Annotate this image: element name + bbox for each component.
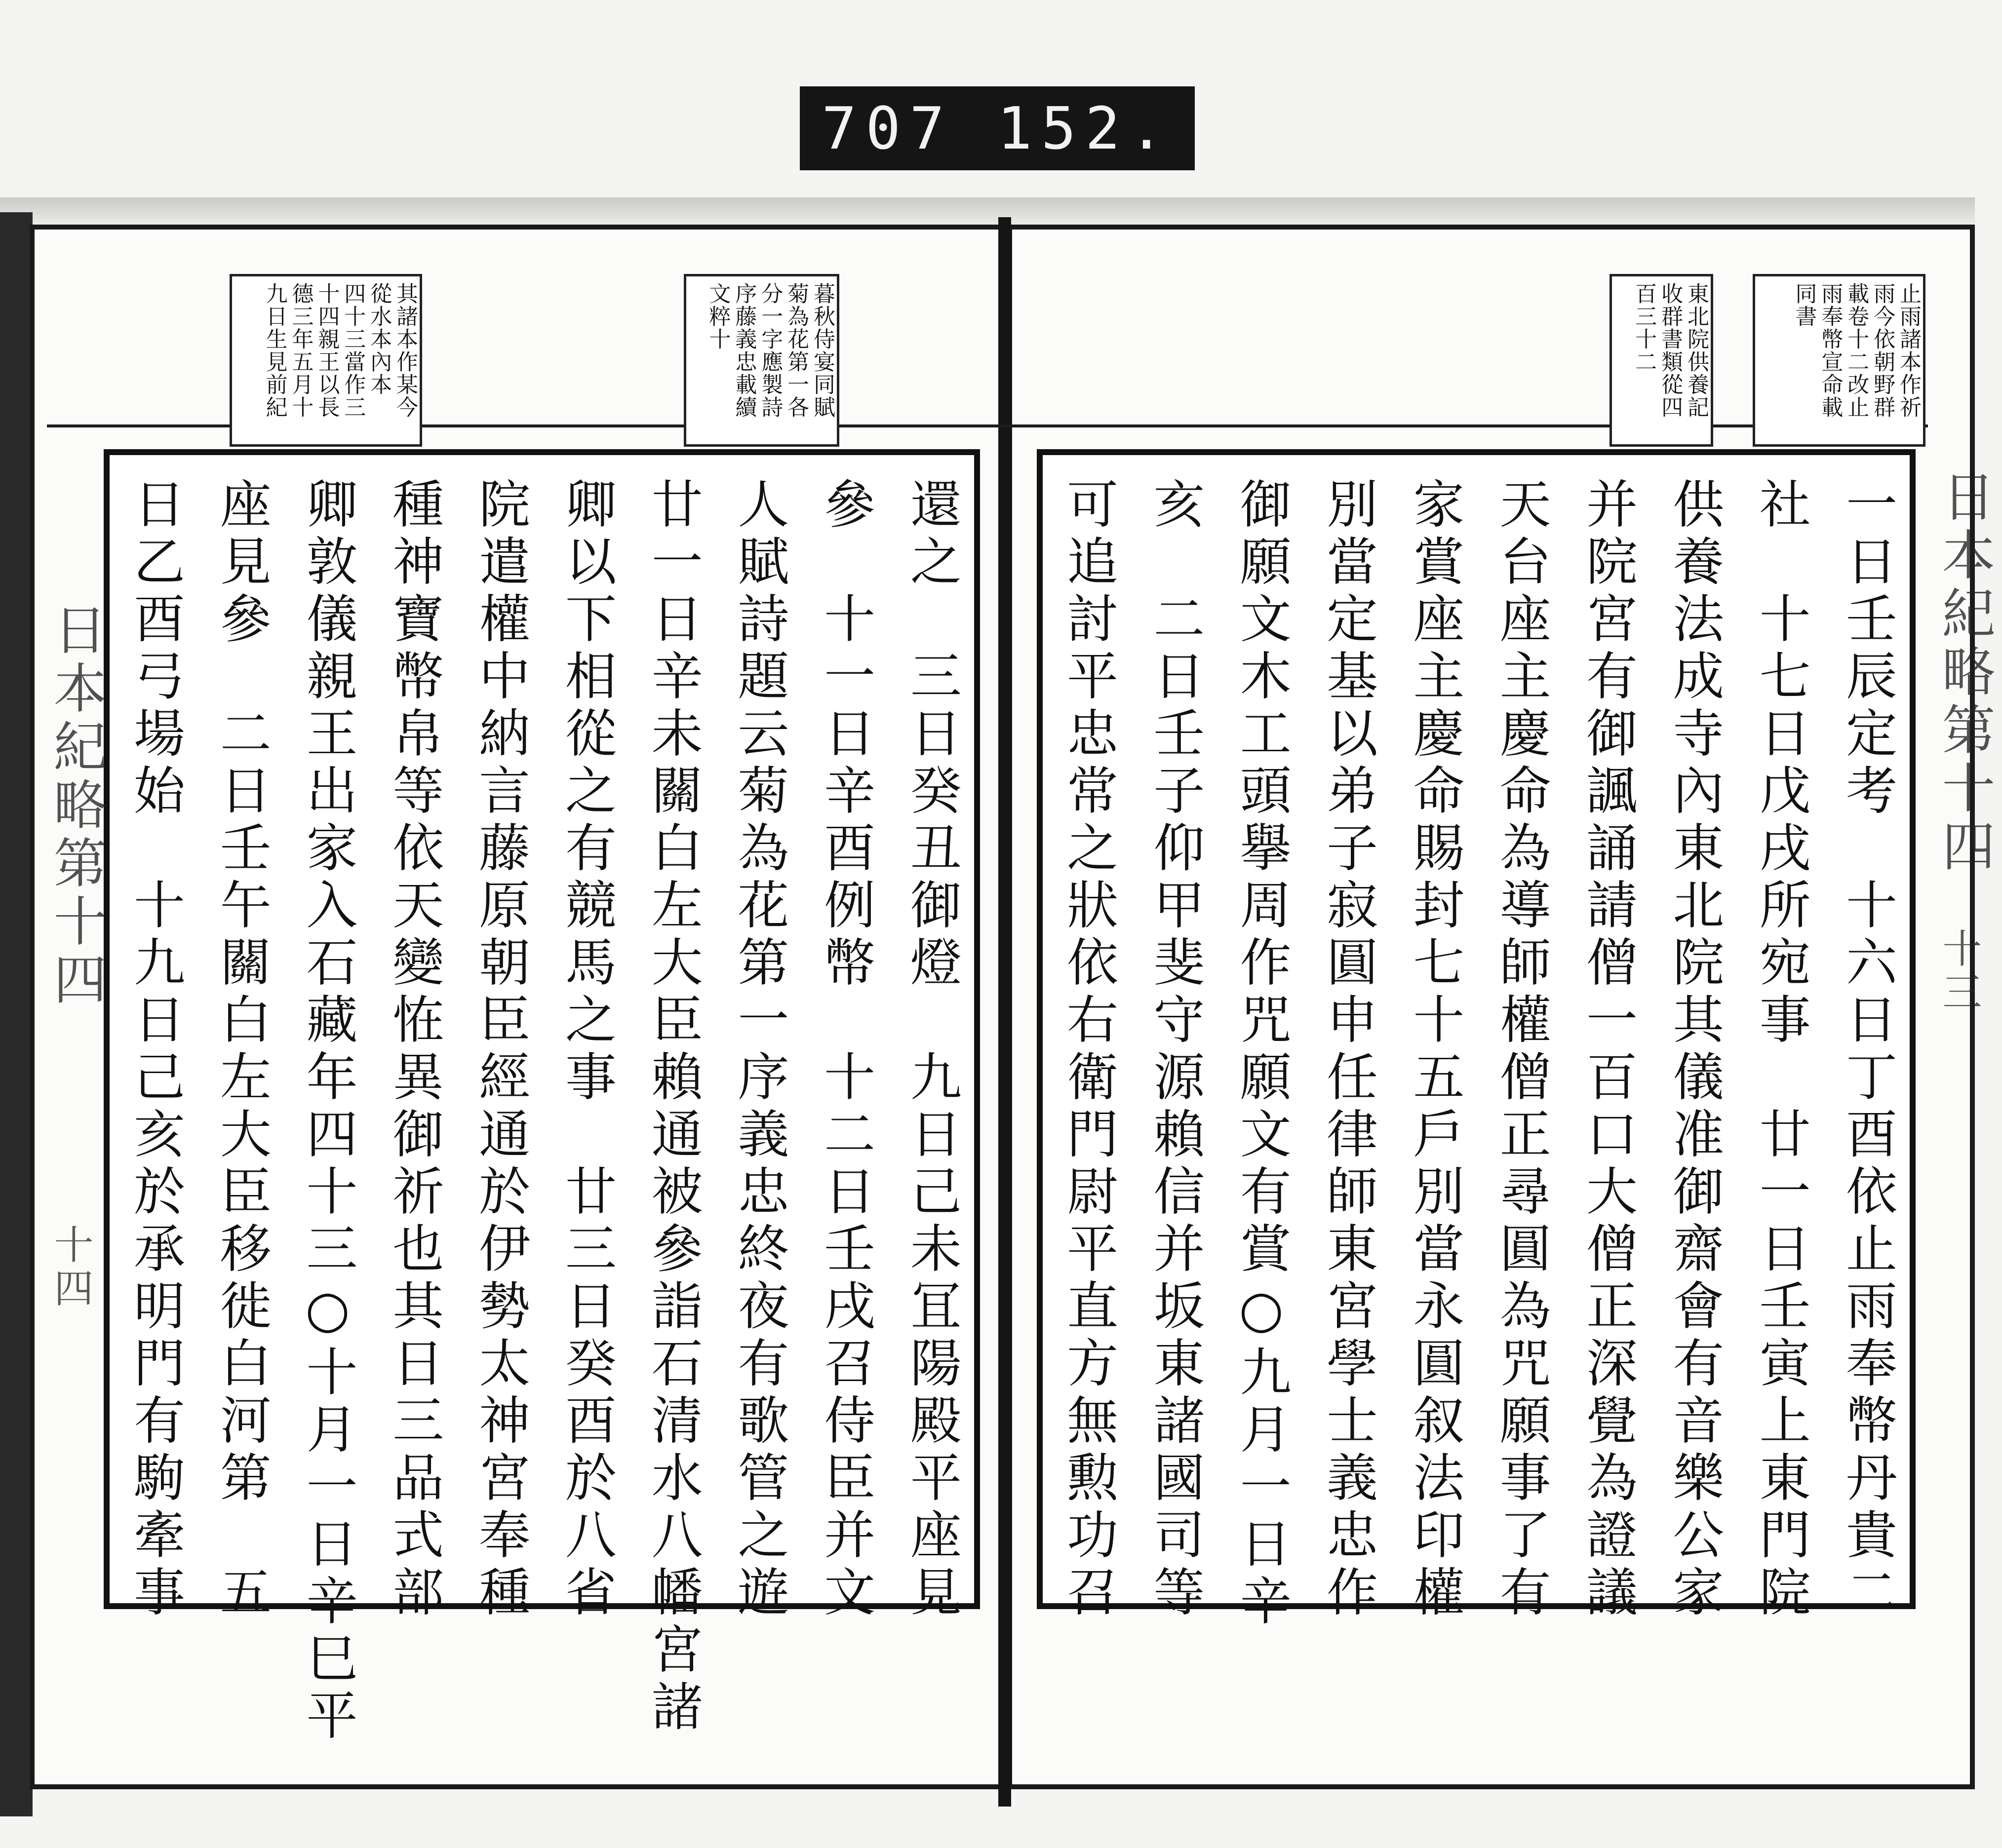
annotation-line: 東北院供養記 bbox=[1684, 282, 1709, 419]
book-gutter bbox=[998, 217, 1011, 1807]
text-column: 院遣權中納言藤原朝臣經通於伊勢太神宮奉種 bbox=[470, 477, 531, 1622]
left-annotation-1 bbox=[684, 274, 839, 447]
annotation-line: 十四親王以長 bbox=[314, 282, 340, 419]
frame-number: 152. bbox=[997, 94, 1173, 162]
right-folio: 十三 bbox=[1936, 928, 1982, 1015]
annotation-line: 止雨諸本作祈 bbox=[1896, 282, 1921, 419]
reel-number: 707 bbox=[822, 94, 954, 162]
text-column: 日乙酉弓場始 十九日己亥於承明門有駒牽事 bbox=[125, 477, 185, 1622]
text-column: 一日壬辰定考 十六日丁酉依止雨奉幣丹貴二 bbox=[1837, 477, 1897, 1622]
annotation-line: 載卷十二改止 bbox=[1844, 282, 1869, 419]
left-running-title: 日本紀略第十四 bbox=[44, 602, 106, 1010]
annotation-line: 其諸本作某今 bbox=[393, 282, 418, 419]
right-annotation-2 bbox=[1609, 274, 1713, 447]
text-column: 天台座主慶命為導師權僧正尋圓為咒願事了有 bbox=[1491, 477, 1551, 1622]
annotation-line: 九日生見前紀 bbox=[262, 282, 287, 419]
left-main-text bbox=[104, 449, 980, 1746]
microfilm-reel-label bbox=[800, 86, 1195, 170]
annotation-line: 菊為花第一各 bbox=[784, 282, 809, 419]
left-page-edge bbox=[0, 212, 33, 1816]
text-column: 別當定基以弟子寂圓申任律師東宮學士義忠作 bbox=[1317, 477, 1378, 1622]
scan-shadow bbox=[0, 197, 1975, 227]
annotation-line: 序藤義忠載續 bbox=[731, 282, 757, 419]
text-column: 人賦詩題云菊為花第一序義忠終夜有歌管之遊 bbox=[729, 477, 789, 1622]
text-column: 座見參 二日壬午關白左大臣移徙白河第 五 bbox=[211, 477, 272, 1622]
text-column: 參 十一日辛酉例幣 十二日壬戌召侍臣并文 bbox=[815, 477, 876, 1622]
annotation-line: 德三年五月十 bbox=[288, 282, 314, 419]
text-column: 卿以下相從之有競馬之事 廿三日癸酉於八省 bbox=[556, 477, 617, 1622]
text-column: 種神寶幣帛等依天變恠異御祈也其日三品式部 bbox=[384, 477, 444, 1622]
text-column: 廿一日辛未關白左大臣賴通被參詣石清水八幡宮諸 bbox=[642, 477, 703, 1737]
right-annotation-1 bbox=[1753, 274, 1925, 447]
annotation-line: 暮秋侍宴同賦 bbox=[810, 282, 835, 419]
text-column: 可追討平忠常之狀依右衛門尉平直方無勲功召 bbox=[1058, 477, 1118, 1622]
annotation-line: 分一字應製詩 bbox=[757, 282, 783, 419]
text-column: 亥 二日壬子仰甲斐守源賴信并坂東諸國司等 bbox=[1144, 477, 1205, 1622]
text-column: 社 十七日戊戌所宛事 廿一日壬寅上東門院 bbox=[1750, 477, 1811, 1622]
left-annotation-2 bbox=[230, 274, 422, 447]
annotation-line: 雨今依朝野群 bbox=[1870, 282, 1895, 419]
annotation-line: 文粹十 bbox=[705, 282, 731, 350]
text-column: 并院宮有御諷誦請僧一百口大僧正深覺為證議 bbox=[1577, 477, 1638, 1622]
text-column: 供養法成寺內東北院其儀准御齋會有音樂公家 bbox=[1664, 477, 1725, 1622]
right-main-text bbox=[1037, 449, 1916, 1631]
text-column: 卿敦儀親王出家入石藏年四十三○十月一日辛巳平 bbox=[297, 477, 358, 1746]
annotation-line: 收群書類從四 bbox=[1657, 282, 1683, 419]
text-column: 御願文木工頭擧周作咒願文有賞○九月一日辛 bbox=[1231, 477, 1292, 1631]
annotation-line: 同書 bbox=[1791, 282, 1817, 328]
annotation-line: 雨奉幣宣命載 bbox=[1817, 282, 1843, 419]
annotation-line: 四十三當作三 bbox=[340, 282, 366, 419]
annotation-line: 從水本內本 bbox=[366, 282, 392, 396]
text-column: 家賞座主慶命賜封七十五戶別當永圓叙法印權 bbox=[1404, 477, 1465, 1622]
text-column: 還之 三日癸丑御燈 九日己未冝陽殿平座見 bbox=[901, 477, 962, 1622]
right-running-title: 日本紀略第十四 bbox=[1933, 469, 1995, 877]
left-folio: 十四 bbox=[47, 1224, 93, 1311]
annotation-line: 百三十二 bbox=[1631, 282, 1657, 373]
